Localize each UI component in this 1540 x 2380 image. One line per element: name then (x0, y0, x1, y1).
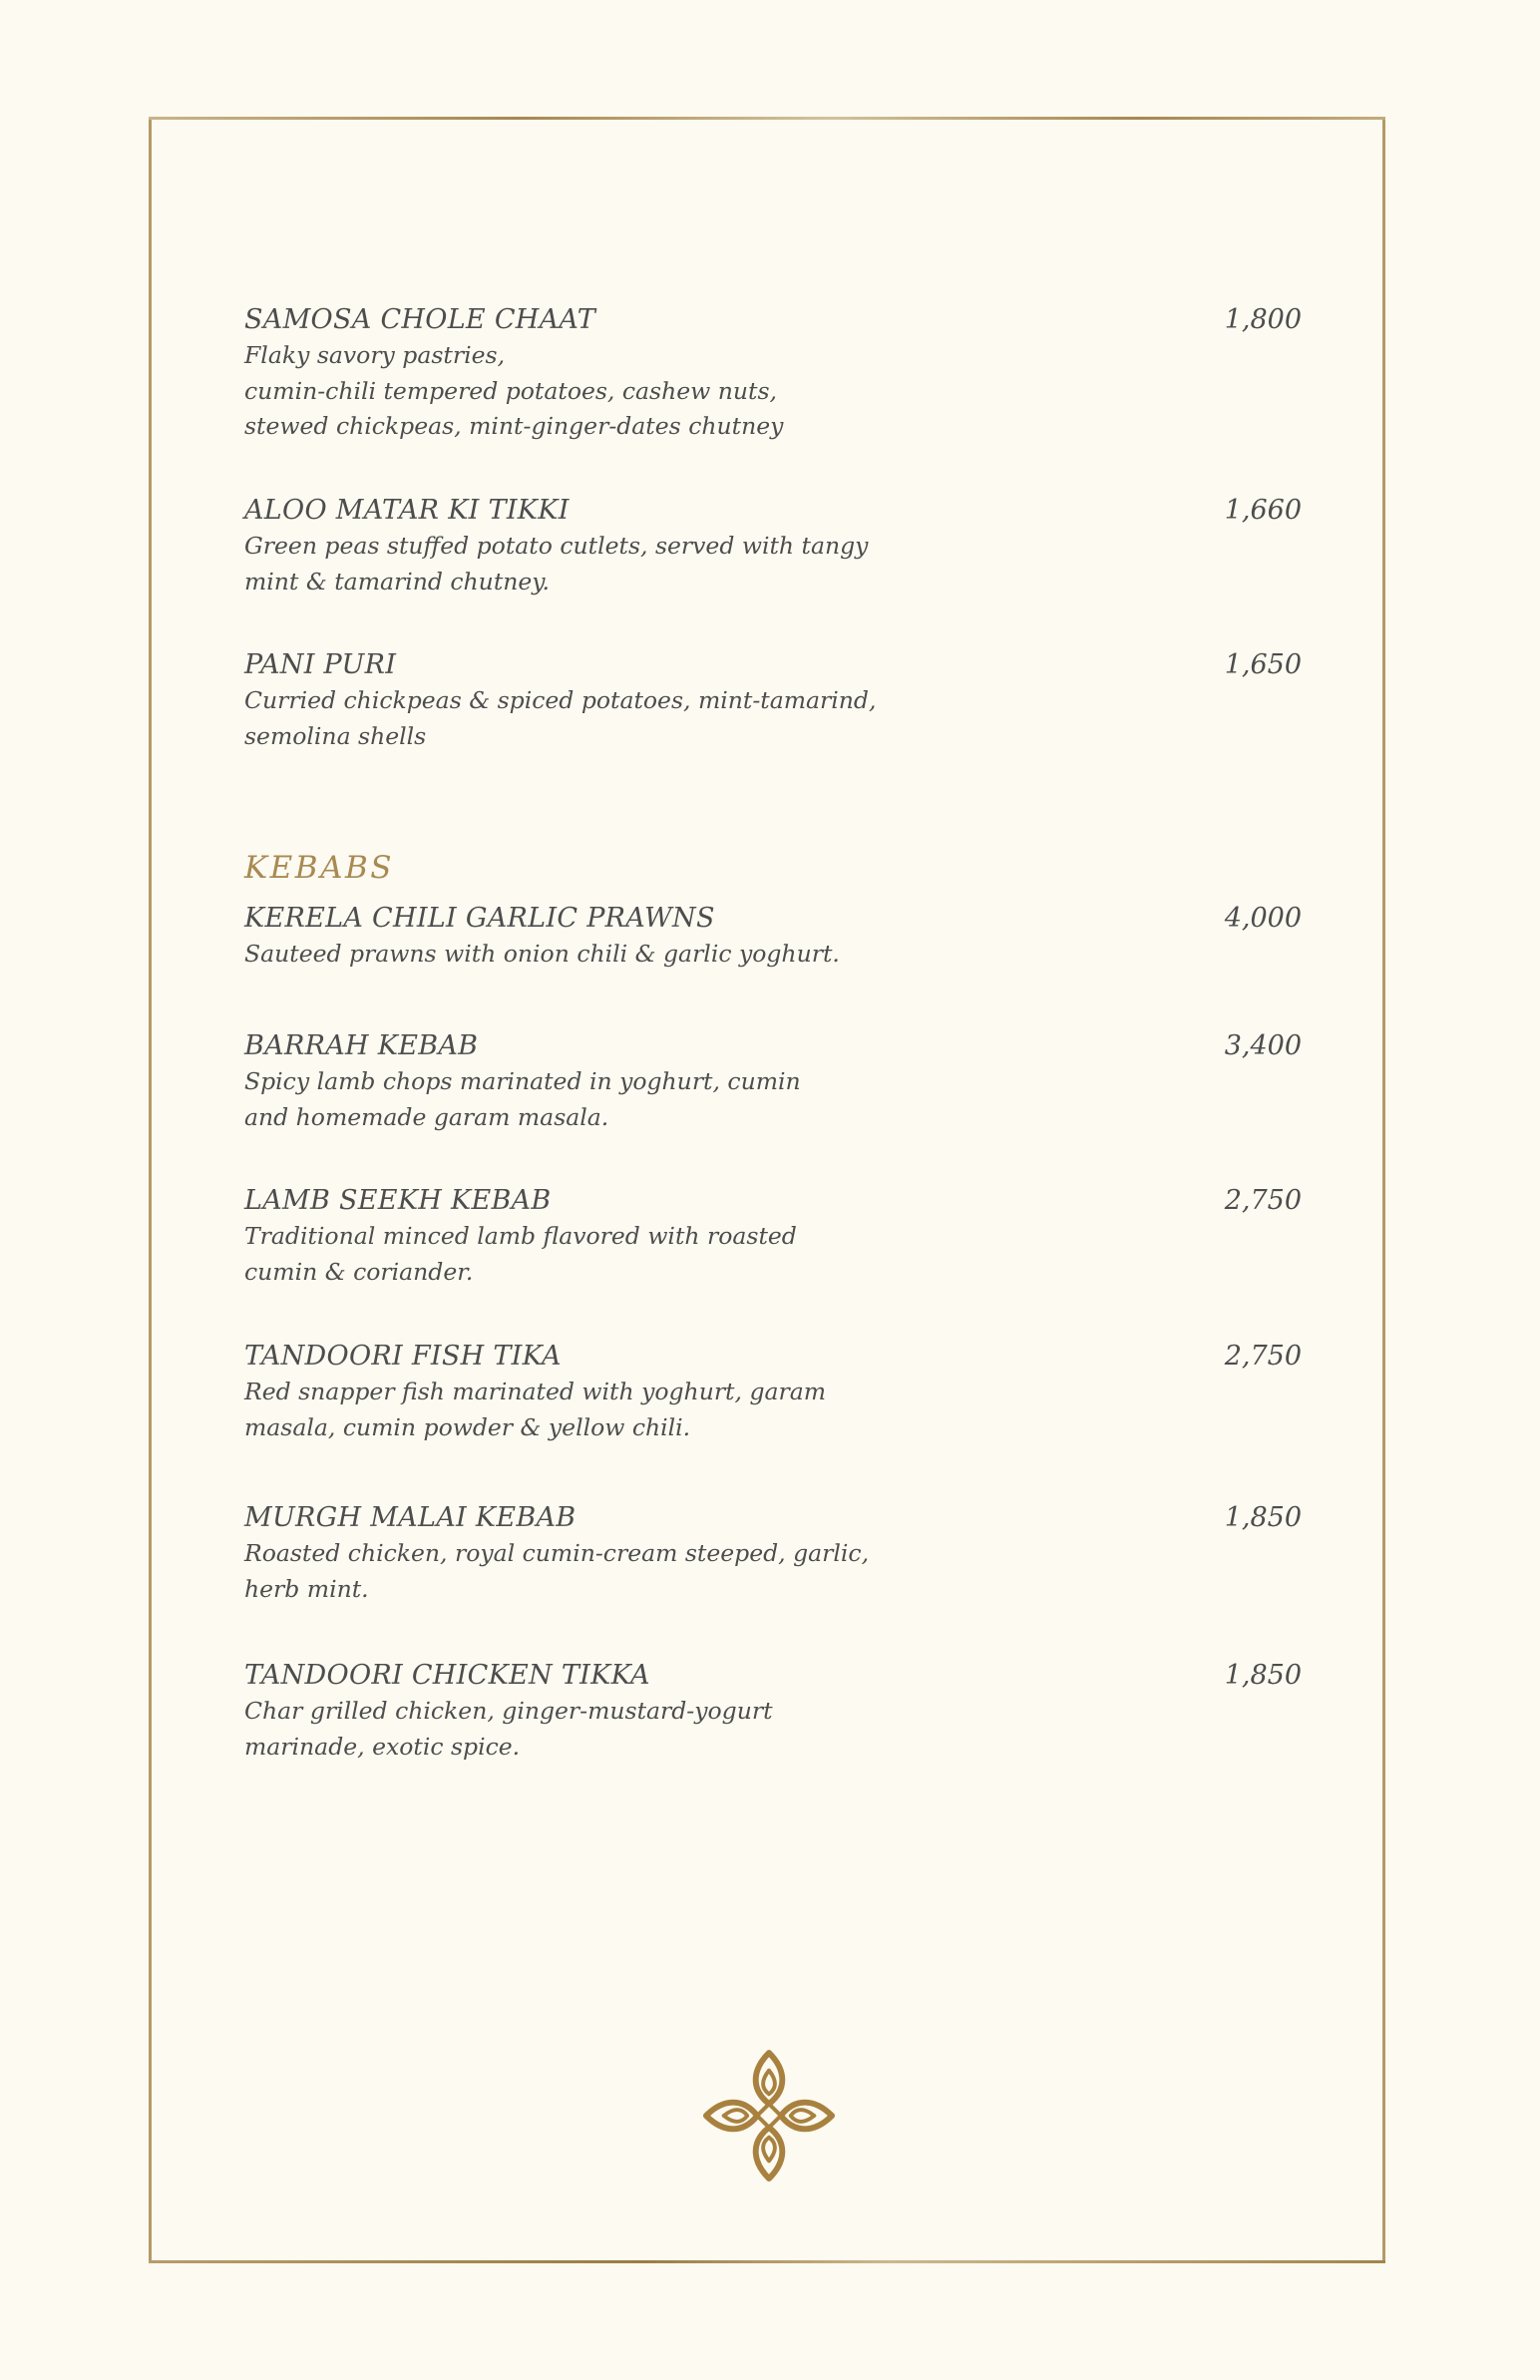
description-line: Traditional minced lamb flavored with roasted (244, 1222, 797, 1250)
menu-item-description (244, 338, 1302, 445)
menu-item-price: 1,850 (1224, 1660, 1302, 1691)
menu-item (244, 1028, 1302, 1135)
description-line: mint & tamarind chutney. (244, 567, 550, 595)
menu-item-price: 2,750 (1224, 1185, 1302, 1216)
menu-item-description (244, 1694, 1302, 1765)
description-line: Flaky savory pastries, (244, 341, 506, 369)
menu-item-description (244, 937, 1302, 973)
section-title-kebabs: KEBABS (244, 850, 394, 886)
menu-item (244, 1183, 1302, 1290)
description-line: and homemade garam masala. (244, 1102, 609, 1131)
menu-item-name: TANDOORI FISH TIKA (244, 1341, 562, 1372)
description-line: cumin & coriander. (244, 1257, 474, 1286)
menu-item (244, 901, 1302, 973)
menu-item (244, 493, 1302, 599)
menu-item-description (244, 1536, 1302, 1607)
menu-item-name: PANI PURI (244, 649, 397, 680)
menu-item (244, 647, 1302, 754)
menu-item (244, 302, 1302, 445)
menu-item-name: TANDOORI CHICKEN TIKKA (244, 1660, 650, 1691)
description-line: herb mint. (244, 1574, 369, 1603)
description-line: cumin-chili tempered potatoes, cashew nuts, (244, 376, 777, 405)
menu-item-name: BARRAH KEBAB (244, 1030, 479, 1061)
description-line: masala, cumin powder & yellow chili. (244, 1412, 691, 1441)
menu-item-price: 1,650 (1224, 649, 1302, 680)
description-line: stewed chickpeas, mint-ginger-dates chutney (244, 412, 784, 440)
menu-item-description (244, 683, 1302, 754)
menu-item-price: 3,400 (1224, 1030, 1302, 1061)
menu-item-name: MURGH MALAI KEBAB (244, 1502, 577, 1533)
menu-item (244, 1500, 1302, 1607)
menu-item-description (244, 1064, 1302, 1135)
menu-item (244, 1339, 1302, 1445)
description-line: Roasted chicken, royal cumin-cream steeped, garlic, (244, 1539, 870, 1567)
menu-item-price: 1,800 (1224, 304, 1302, 335)
menu-item-price: 2,750 (1224, 1341, 1302, 1372)
menu-item-name: ALOO MATAR KI TIKKI (244, 495, 570, 526)
description-line: Red snapper fish marinated with yoghurt, garam (244, 1378, 827, 1405)
menu-item (244, 1658, 1302, 1765)
description-line: marinade, exotic spice. (244, 1732, 521, 1761)
menu-item-price: 1,660 (1224, 495, 1302, 526)
menu-item-description (244, 1375, 1302, 1445)
menu-item-description (244, 1219, 1302, 1290)
description-line: Sauteed prawns with onion chili & garlic yoghurt. (244, 940, 840, 968)
description-line: Curried chickpeas & spiced potatoes, mint-tamarind, (244, 686, 877, 714)
description-line: semolina shells (244, 721, 427, 750)
menu-item-name: LAMB SEEKH KEBAB (244, 1185, 552, 1216)
menu-item-price: 4,000 (1224, 903, 1302, 934)
description-line: Char grilled chicken, ginger-mustard-yogurt (244, 1697, 773, 1725)
description-line: Spicy lamb chops marinated in yoghurt, cumin (244, 1067, 801, 1095)
description-line: Green peas stuffed potato cutlets, served with tangy (244, 532, 869, 560)
menu-item-name: KERELA CHILI GARLIC PRAWNS (244, 903, 715, 934)
menu-item-price: 1,850 (1224, 1502, 1302, 1533)
menu-item-description (244, 529, 1302, 599)
menu-item-name: SAMOSA CHOLE CHAAT (244, 304, 596, 335)
lotus-ornament-icon (700, 2047, 838, 2184)
